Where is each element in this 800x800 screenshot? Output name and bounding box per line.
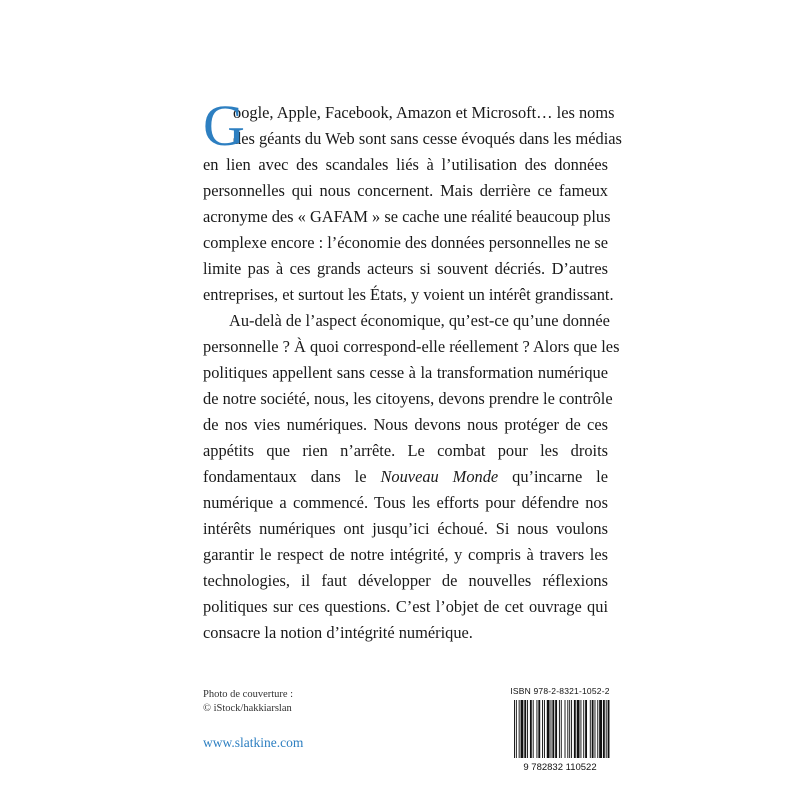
text-line: intérêts numériques ont jusqu’ici échoué. Si nous voulons	[203, 519, 608, 538]
barcode-bar	[595, 700, 596, 758]
publisher-website-link[interactable]: www.slatkine.com	[203, 735, 304, 750]
barcode-bar	[590, 700, 591, 758]
barcode-bar	[530, 700, 532, 758]
barcode-bar	[561, 700, 562, 758]
barcode-bar	[514, 700, 515, 758]
barcode-bar	[585, 700, 587, 758]
barcode-bar	[521, 700, 524, 758]
barcode-bar	[580, 700, 581, 758]
text-line-with-italic	[203, 464, 608, 490]
barcode-bar	[533, 700, 534, 758]
text-line: personnelles qui nous concernent. Mais derrière ce fameux	[203, 181, 608, 200]
barcode-bar	[599, 700, 602, 758]
barcode-bar	[597, 700, 598, 758]
barcode-bar	[544, 700, 545, 758]
text-line: de nos vies numériques. Nous devons nous protéger de ces	[203, 415, 608, 434]
barcode-bar	[592, 700, 594, 758]
drop-cap: G	[203, 93, 245, 158]
paragraph-1	[203, 93, 622, 308]
barcode-bar	[574, 700, 576, 758]
text-segment: qu’incarne le	[498, 467, 608, 486]
text-line: personnelle ? À quoi correspond-elle réellement ? Alors que les	[203, 337, 620, 356]
barcode-bar	[524, 700, 526, 758]
barcode-bar	[608, 700, 610, 758]
barcode-bar	[547, 700, 550, 758]
barcode-bar	[527, 700, 528, 758]
barcode-bar	[583, 700, 584, 758]
text-line: acronyme des « GAFAM » se cache une réalité beaucoup plus	[203, 207, 611, 226]
isbn-barcode-block	[508, 686, 612, 772]
photo-credit	[203, 688, 293, 716]
barcode-bar	[555, 700, 557, 758]
text-line: politiques sur ces questions. C’est l’objet de cet ouvrage qui	[203, 597, 608, 616]
text-line: technologies, il faut développer de nouvelles réflexions	[203, 571, 608, 590]
barcode-bar	[606, 700, 607, 758]
text-segment: fondamentaux dans le	[203, 467, 367, 486]
barcode-bar	[565, 700, 566, 758]
barcode-bar	[603, 700, 605, 758]
text-line: garantir le respect de notre intégrité, y compris à travers les	[203, 545, 608, 564]
barcode-bar	[516, 700, 517, 758]
barcode-bar	[559, 700, 560, 758]
barcode-bar	[542, 700, 543, 758]
text-line: oogle, Apple, Facebook, Amazon et Microsoft… les noms	[233, 103, 615, 122]
barcode-bar	[551, 700, 552, 758]
barcode-bar	[567, 700, 568, 758]
text-line: consacre la notion d’intégrité numérique.	[203, 623, 473, 642]
barcode-icon	[508, 698, 612, 772]
italic-title: Nouveau Monde	[380, 467, 499, 486]
text-line: limite pas à ces grands acteurs si souvent décriés. D’autres	[203, 259, 608, 278]
text-line: Au-delà de l’aspect économique, qu’est-ce qu’une donnée	[229, 311, 610, 330]
barcode-bar	[577, 700, 580, 758]
text-line: politiques appellent sans cesse à la transformation numérique	[203, 363, 608, 382]
paragraph-2	[203, 308, 620, 646]
barcode-bar	[538, 700, 540, 758]
barcode-bar	[552, 700, 554, 758]
barcode-digits: 9 782832 110522	[523, 762, 597, 772]
credit-label: Photo de couverture :	[203, 689, 294, 700]
isbn-label: ISBN 978-2-8321-1052-2	[510, 686, 610, 696]
text-line: entreprises, et surtout les États, y voient un intérêt grandissant.	[203, 285, 614, 304]
barcode-bar	[569, 700, 570, 758]
text-line: de notre société, nous, les citoyens, devons prendre le contrôle	[203, 389, 613, 408]
text-line: appétits que rien n’arrête. Le combat pour les droits	[203, 441, 608, 460]
text-line: complexe encore : l’économie des données personnelles ne se	[203, 233, 609, 252]
blurb-text	[203, 93, 622, 646]
text-line: numérique a commencé. Tous les efforts pour défendre nos	[203, 493, 608, 512]
text-line: en lien avec des scandales liés à l’utilisation des données	[203, 155, 608, 174]
text-line: des géants du Web sont sans cesse évoqués dans les médias	[233, 129, 622, 148]
barcode-bar	[536, 700, 537, 758]
barcode-bar	[571, 700, 572, 758]
credit-source: © iStock/hakkiarslan	[203, 703, 292, 714]
barcode-bar	[519, 700, 520, 758]
